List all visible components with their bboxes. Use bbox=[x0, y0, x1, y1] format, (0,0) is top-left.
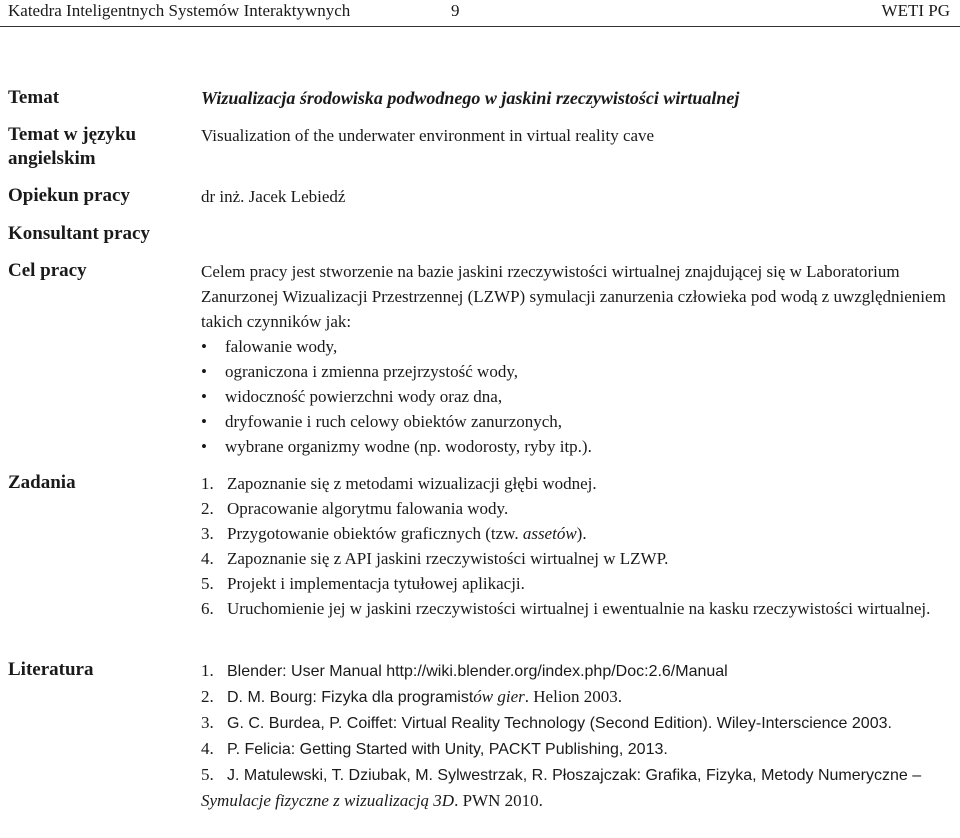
list-item: 1. Blender: User Manual http://wiki.blender.org/index.php/Doc:2.6/Manual bbox=[201, 661, 728, 680]
label-zadania: Zadania bbox=[8, 472, 76, 493]
label-cel: Cel pracy bbox=[8, 260, 87, 281]
faculty-name: WETI PG bbox=[881, 1, 950, 20]
label-temat: Temat bbox=[8, 87, 60, 108]
list-item: • widoczność powierzchni wody oraz dna, bbox=[201, 384, 951, 409]
list-item: 3. G. C. Burdea, P. Coiffet: Virtual Reality Technology (Second Edition). Wiley-Interscience 2003. bbox=[201, 713, 892, 732]
list-item: 4. P. Felicia: Getting Started with Unity, PACKT Publishing, 2013. bbox=[201, 739, 668, 758]
list-item: 5. J. Matulewski, T. Dziubak, M. Sylwestrzak, R. Płoszajczak: Grafika, Fizyka, Metody Numeryczne – Symulacje fizyczne z wizualizacją 3D. PWN 2010. bbox=[201, 765, 922, 810]
page-number: 9 bbox=[451, 1, 460, 20]
value-temat-en: Visualization of the underwater environment in virtual reality cave bbox=[201, 126, 655, 145]
list-item: 2. Opracowanie algorytmu falowania wody. bbox=[201, 499, 509, 518]
label-temat-en: Temat w języku angielskim bbox=[8, 124, 137, 169]
department-name: Katedra Inteligentnych Systemów Interaktywnych bbox=[8, 1, 351, 20]
list-item: • ograniczona i zmienna przejrzystość wody, bbox=[201, 359, 951, 384]
value-zadania bbox=[201, 471, 951, 621]
cel-intro: Celem pracy jest stworzenie na bazie jaskini rzeczywistości wirtualnej znajdującej się w Laboratorium Zanurzonej Wizualizacji Przestrzennej (LZWP) symulacji zanurzenia człowieka pod wodą z uwzględnieniem takich czynników jak: bbox=[201, 262, 946, 331]
list-item: • dryfowanie i ruch celowy obiektów zanurzonych, bbox=[201, 409, 951, 434]
value-cel bbox=[201, 259, 951, 459]
page-header bbox=[0, 0, 960, 27]
list-item: 4. Zapoznanie się z API jaskini rzeczywistości wirtualnej w LZWP. bbox=[201, 549, 669, 568]
list-item: • wybrane organizmy wodne (np. wodorosty, ryby itp.). bbox=[201, 434, 951, 459]
list-item: 2. D. M. Bourg: Fizyka dla programistów gier. Helion 2003. bbox=[201, 687, 623, 706]
list-item: 3. Przygotowanie obiektów graficznych (tzw. assetów). bbox=[201, 524, 587, 543]
list-item: 1. Zapoznanie się z metodami wizualizacji głębi wodnej. bbox=[201, 474, 597, 493]
label-opiekun: Opiekun pracy bbox=[8, 185, 130, 206]
value-opiekun: dr inż. Jacek Lebiedź bbox=[201, 187, 346, 206]
cel-bullets bbox=[201, 334, 951, 459]
list-item: • falowanie wody, bbox=[201, 334, 951, 359]
label-konsultant: Konsultant pracy bbox=[8, 223, 150, 244]
value-literatura bbox=[201, 658, 951, 813]
label-literatura: Literatura bbox=[8, 659, 94, 680]
list-item: 6. Uruchomienie jej w jaskini rzeczywistości wirtualnej i ewentualnie na kasku rzeczywistości wirtualnej. bbox=[201, 599, 931, 618]
list-item: 5. Projekt i implementacja tytułowej aplikacji. bbox=[201, 574, 525, 593]
value-temat: Wizualizacja środowiska podwodnego w jaskini rzeczywistości wirtualnej bbox=[201, 88, 740, 108]
